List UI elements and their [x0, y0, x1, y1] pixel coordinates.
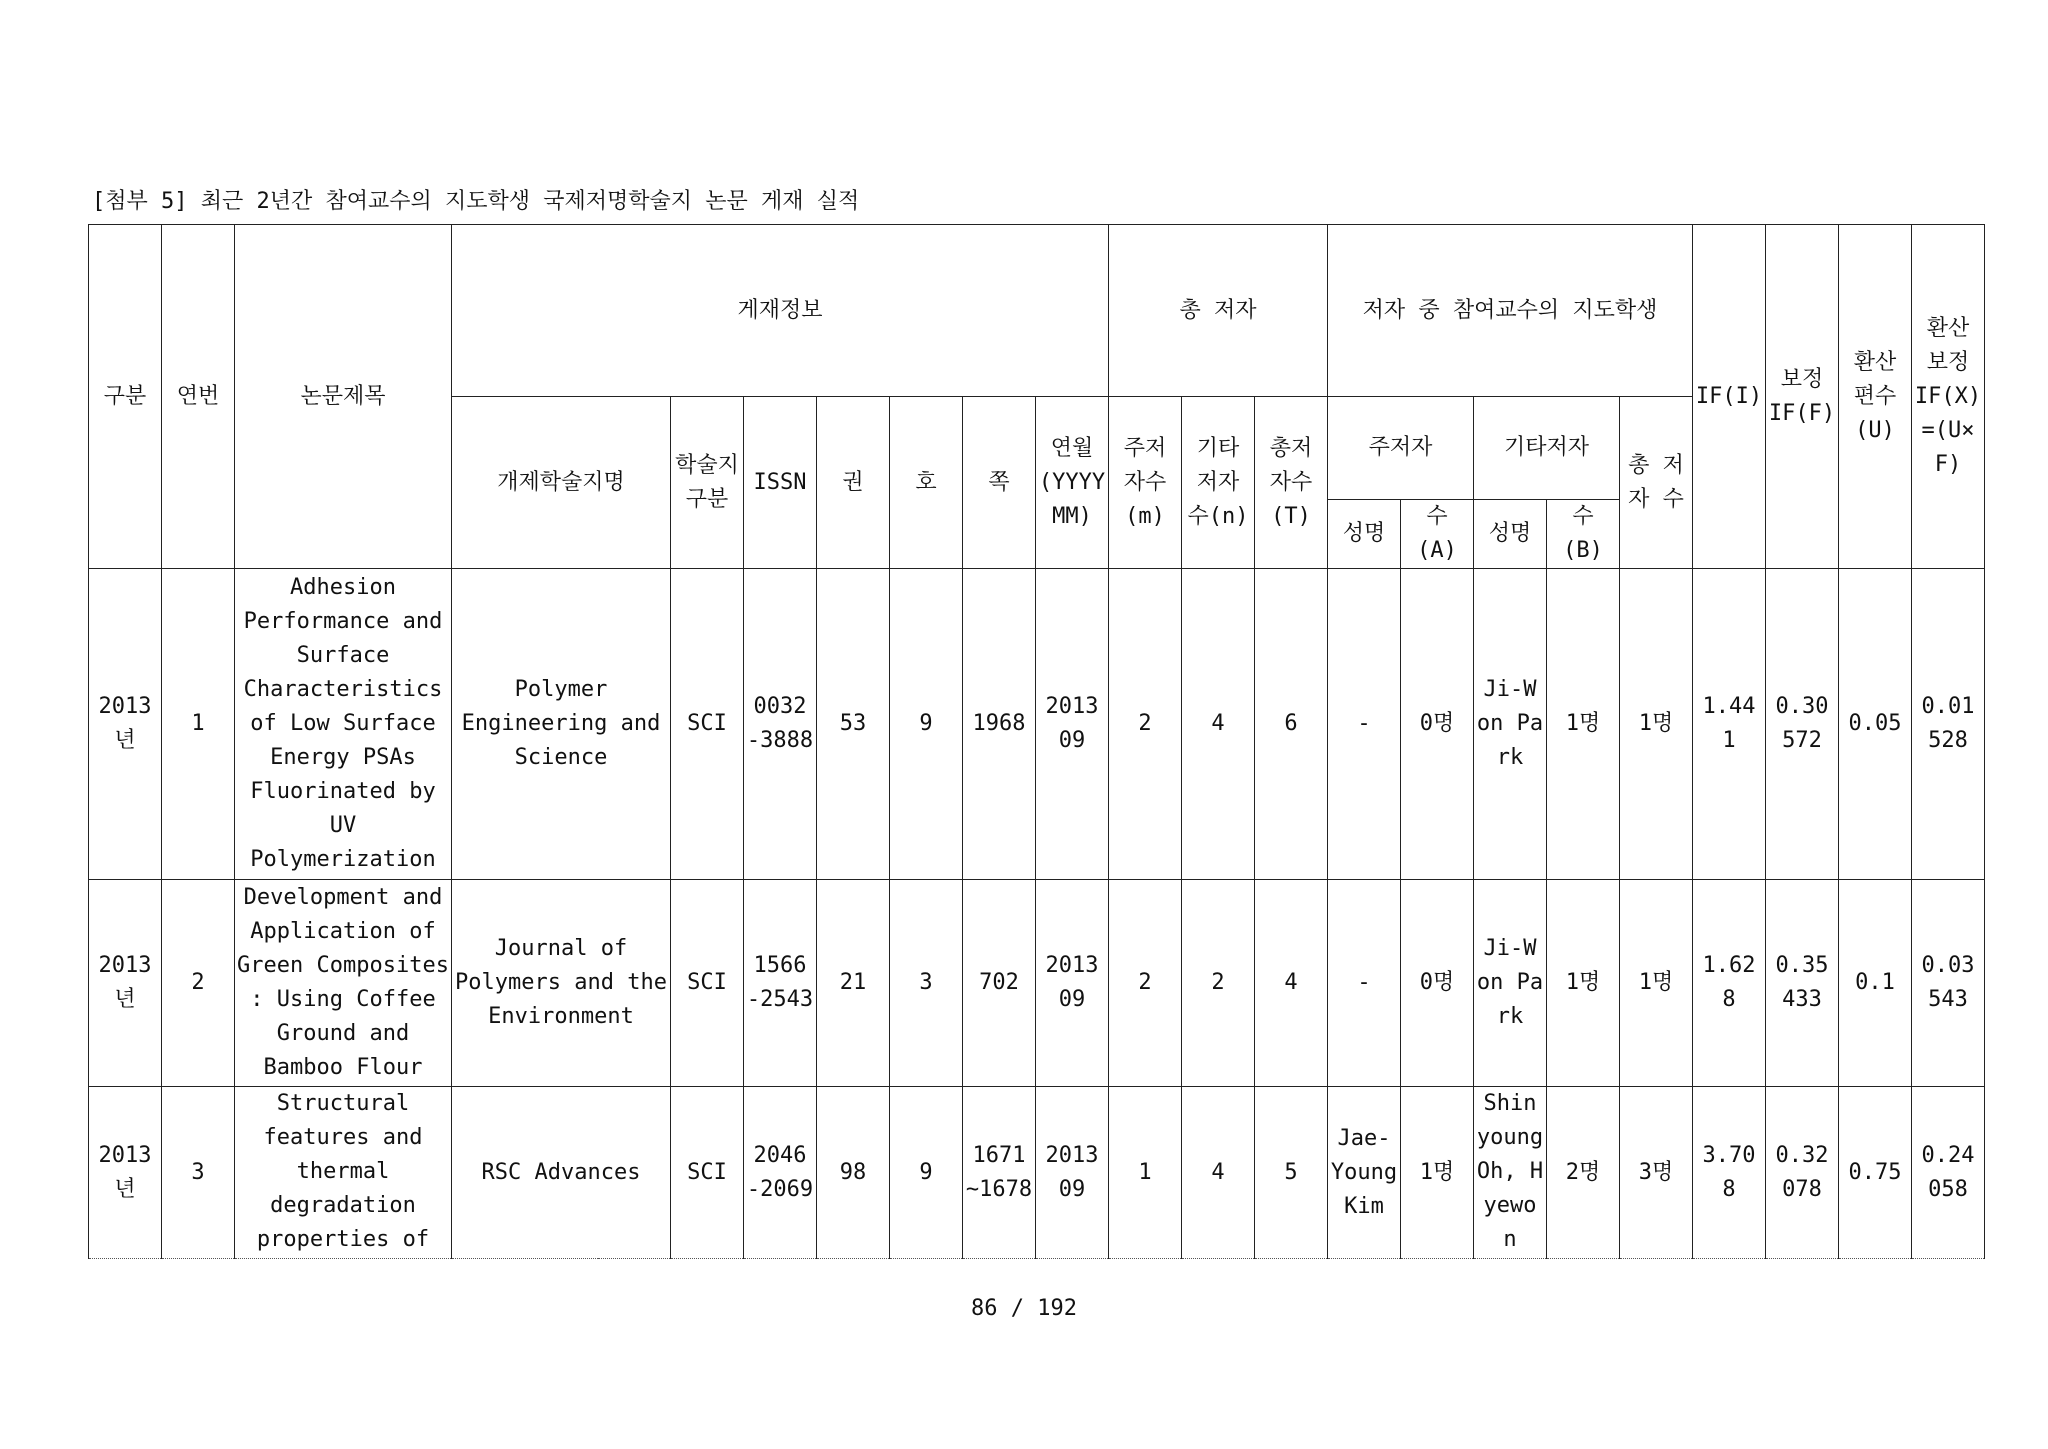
header-title: 논문제목 — [235, 225, 452, 569]
cell-total-student: 1명 — [1620, 880, 1693, 1087]
header-date: 연월 (YYYY MM) — [1036, 397, 1109, 569]
cell-serial: 2 — [162, 880, 235, 1087]
header-total-authors-t: 총저 자수 (T) — [1255, 397, 1328, 569]
header-journal: 개제학술지명 — [452, 397, 671, 569]
cell-page: 1671 ~1678 — [963, 1087, 1036, 1259]
page-number: 86 / 192 — [971, 1296, 1077, 1321]
cell-total-student: 3명 — [1620, 1087, 1693, 1259]
cell-volume: 98 — [817, 1087, 890, 1259]
table-row — [89, 880, 1985, 1087]
publication-table — [88, 224, 1985, 1259]
header-conv-score: 환산 편수 (U) — [1839, 225, 1912, 569]
header-adj-if: 보정 IF(F) — [1766, 225, 1839, 569]
cell-conv-score: 0.1 — [1839, 880, 1912, 1087]
cell-journal-type: SCI — [671, 880, 744, 1087]
header-other-author: 기타저자 — [1474, 397, 1620, 500]
cell-journal: Journal of Polymers and the Environment — [452, 880, 671, 1087]
cell-other-author-count: 1명 — [1547, 880, 1620, 1087]
cell-m: 1 — [1109, 1087, 1182, 1259]
header-issue: 호 — [890, 397, 963, 569]
cell-total-student: 1명 — [1620, 569, 1693, 880]
cell-if-i: 1.44 1 — [1693, 569, 1766, 880]
table-caption: [첨부 5] 최근 2년간 참여교수의 지도학생 국제저명학술지 논문 게재 실적 — [92, 189, 860, 214]
cell-issn: 0032 -3888 — [744, 569, 817, 880]
cell-adj-if: 0.32 078 — [1766, 1087, 1839, 1259]
cell-issue: 3 — [890, 880, 963, 1087]
header-page: 쪽 — [963, 397, 1036, 569]
header-count-b: 수 (B) — [1547, 500, 1620, 569]
cell-date: 2013 09 — [1036, 1087, 1109, 1259]
cell-main-author-name: Jae- Young Kim — [1328, 1087, 1401, 1259]
cell-conv-adj-if: 0.01 528 — [1912, 569, 1985, 880]
cell-issn: 2046 -2069 — [744, 1087, 817, 1259]
cell-n: 4 — [1182, 569, 1255, 880]
cell-issue: 9 — [890, 569, 963, 880]
header-other-authors-n: 기타 저자 수(n) — [1182, 397, 1255, 569]
cell-other-author-name: Shin young Oh, Hyewo n — [1474, 1087, 1547, 1259]
header-if-i: IF(I) — [1693, 225, 1766, 569]
header-issn: ISSN — [744, 397, 817, 569]
cell-issue: 9 — [890, 1087, 963, 1259]
cell-other-author-name: Ji-W on Park — [1474, 880, 1547, 1087]
header-pub-info: 게재정보 — [452, 225, 1109, 397]
cell-serial: 3 — [162, 1087, 235, 1259]
cell-category: 2013 년 — [89, 569, 162, 880]
cell-m: 2 — [1109, 569, 1182, 880]
header-name-a: 성명 — [1328, 500, 1401, 569]
cell-if-i: 1.62 8 — [1693, 880, 1766, 1087]
cell-m: 2 — [1109, 880, 1182, 1087]
cell-main-author-name: - — [1328, 569, 1401, 880]
cell-date: 2013 09 — [1036, 880, 1109, 1087]
cell-n: 2 — [1182, 880, 1255, 1087]
cell-conv-score: 0.75 — [1839, 1087, 1912, 1259]
header-row-1 — [89, 225, 1985, 397]
header-count-a: 수 (A) — [1401, 500, 1474, 569]
table-row — [89, 569, 1985, 880]
cell-volume: 21 — [817, 880, 890, 1087]
cell-conv-score: 0.05 — [1839, 569, 1912, 880]
cell-n: 4 — [1182, 1087, 1255, 1259]
cell-journal: RSC Advances — [452, 1087, 671, 1259]
cell-journal: Polymer Engineering and Science — [452, 569, 671, 880]
header-conv-adj-if: 환산 보정 IF(X) =(U× F) — [1912, 225, 1985, 569]
cell-journal-type: SCI — [671, 569, 744, 880]
cell-adj-if: 0.30 572 — [1766, 569, 1839, 880]
cell-other-author-count: 2명 — [1547, 1087, 1620, 1259]
cell-other-author-count: 1명 — [1547, 569, 1620, 880]
cell-journal-type: SCI — [671, 1087, 744, 1259]
cell-main-author-count: 0명 — [1401, 569, 1474, 880]
header-total-authors: 총 저자 — [1109, 225, 1328, 397]
cell-adj-if: 0.35 433 — [1766, 880, 1839, 1087]
header-main-authors-m: 주저 자수 (m) — [1109, 397, 1182, 569]
cell-issn: 1566 -2543 — [744, 880, 817, 1087]
header-volume: 권 — [817, 397, 890, 569]
cell-serial: 1 — [162, 569, 235, 880]
header-category: 구분 — [89, 225, 162, 569]
header-students: 저자 중 참여교수의 지도학생 — [1328, 225, 1693, 397]
cell-page: 702 — [963, 880, 1036, 1087]
header-total-student-authors: 총 저자 수 — [1620, 397, 1693, 569]
cell-t: 5 — [1255, 1087, 1328, 1259]
cell-title: Development and Application of Green Composites : Using Coffee Ground and Bamboo Flour — [235, 880, 452, 1087]
cell-main-author-count: 1명 — [1401, 1087, 1474, 1259]
table-row — [89, 1087, 1985, 1259]
cell-main-author-count: 0명 — [1401, 880, 1474, 1087]
cell-title: Structural features and thermal degradation properties of — [235, 1087, 452, 1259]
header-main-author: 주저자 — [1328, 397, 1474, 500]
header-name-b: 성명 — [1474, 500, 1547, 569]
cell-conv-adj-if: 0.03 543 — [1912, 880, 1985, 1087]
cell-if-i: 3.70 8 — [1693, 1087, 1766, 1259]
cell-conv-adj-if: 0.24 058 — [1912, 1087, 1985, 1259]
cell-other-author-name: Ji-W on Park — [1474, 569, 1547, 880]
cell-title: Adhesion Performance and Surface Characteristics of Low Surface Energy PSAs Fluorinated by UV Polymerization — [235, 569, 452, 880]
cell-volume: 53 — [817, 569, 890, 880]
cell-date: 2013 09 — [1036, 569, 1109, 880]
cell-page: 1968 — [963, 569, 1036, 880]
header-journal-type: 학술지 구분 — [671, 397, 744, 569]
cell-t: 6 — [1255, 569, 1328, 880]
cell-category: 2013 년 — [89, 1087, 162, 1259]
cell-category: 2013 년 — [89, 880, 162, 1087]
cell-main-author-name: - — [1328, 880, 1401, 1087]
header-serial: 연번 — [162, 225, 235, 569]
cell-t: 4 — [1255, 880, 1328, 1087]
